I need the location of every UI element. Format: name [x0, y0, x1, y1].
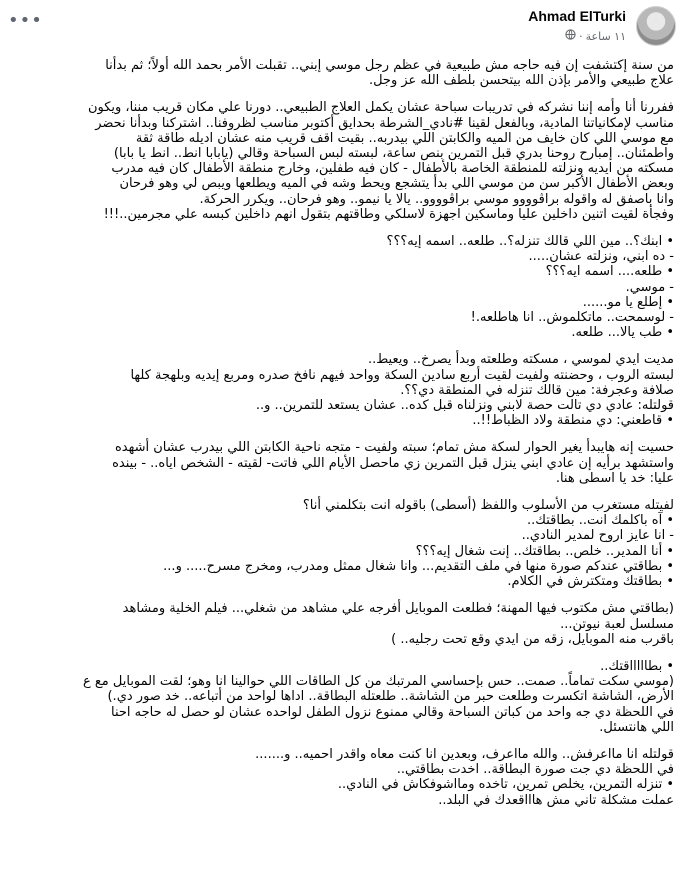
globe-icon [565, 29, 576, 43]
paragraph-gap [14, 589, 674, 601]
post-text-line: مديت ايدي لموسي ، مسكته وطلعته وبدأ يصرخ.. ويعيط.. [367, 352, 674, 368]
post-text-line: • أنا المدير.. خلص.. بطاقتك.. إنت شغال إيه؟؟؟ [415, 543, 674, 559]
post-meta [565, 29, 626, 43]
post-text-line: قولتله: عادي دي تالت حصة لابني ونزلناه قبل كده.. عشان يستعد للتمرين.. و.. [255, 398, 674, 414]
post-text-line: باقرب منه الموبايل، زقه من ايدي وقع تحت رجليه.. ) [391, 631, 674, 647]
post-header [0, 0, 686, 56]
post-time[interactable]: ١١ ساعة [585, 29, 626, 43]
post-text-line: عليا: خد يا اسطى هنا. [555, 470, 674, 486]
post-text-line: - ده ابني، ونزلته عشان..... [528, 249, 674, 265]
paragraph-gap [14, 735, 674, 747]
post-text-line: في اللحظة دي جت صورة البطاقة.. اخدت بطاقتي.. [396, 762, 674, 778]
post-text-line: • آه باكلمك انت.. بطاقتك.. [526, 513, 674, 529]
post-text-line: لبسته الروب ، وحضنته ولفيت لقيت أربع سادين السكة وواحد فيهم نافخ صدره ومربع إيديه وبلهجة كلها [130, 367, 674, 383]
post-text-line: • ابنك؟.. مين اللي قالك تنزله؟.. طلعه.. اسمه إيه؟؟؟ [386, 234, 674, 250]
post-text-line: اللي هانتسئل. [599, 719, 674, 735]
paragraph-gap [14, 486, 674, 498]
paragraph-gap [14, 222, 674, 234]
meta-separator: · [579, 29, 583, 43]
post-text-line: واطمئنان.. إمبارح روحنا بدري قبل التمرين بنص ساعة، لبسته لبس السباحة وقالي (يابابا انط.. انط يا بابا) [113, 146, 674, 162]
post-text-line: - موسي. [625, 279, 674, 295]
post-text-line: من سنة إكتشفت إن فيه حاجه مش طبيعية في عظم رجل موسي إبني.. تقبلت الأمر بحمد الله أولاً؛ ثم بدأنا [105, 58, 674, 73]
post-text-line: مسلسل لعبة نيوتن... [560, 616, 674, 632]
post-text-line: • تنزله التمرين، يخلص تمرين، تاخده ومااشوفكاش في النادي.. [337, 777, 674, 793]
post-text-line: • قاطعني: دي منطقة ولاد الظباط!!.. [472, 413, 674, 429]
post-text-line: صلافة وعجرفة: مين قالك تنزله في المنطقة دي؟؟. [400, 382, 674, 398]
post-text-line: علاج طبيعي والأمر بإذن الله بيتحسن بلطف الله عز وجل. [368, 73, 674, 89]
post-text-line: وبعض الأطفال الأكبر سن من موسي اللي بدأ يتشجع ويحط وشه في الميه ويطلعها ويبص لي وهو فرحان [119, 176, 674, 192]
post-text-line: (موسي سكت تماماً.. صمت.. حس بإحساسي المرتبك من كل الطاقات اللي حوالينا انا وهو؛ لقت الموبايل مع ع [82, 674, 674, 690]
author-name[interactable]: Ahmad ElTurki [528, 8, 626, 24]
post-body [14, 58, 674, 808]
paragraph-gap [14, 340, 674, 352]
post-text-line: • إطلع يا مو...... [582, 294, 674, 310]
post-text-line: - لوسمحت.. ماتكلموش.. انا هاطلعه.! [470, 310, 674, 326]
post-text-line: • بطاقتي عندكم صورة منها في ملف التقديم... وانا شغال ممثل ومدرب، ومخرج مسرح..... و... [163, 558, 674, 574]
post-text-line: مناسب لإمكانياتنا المادية، وبالفعل لقينا #نادي_الشرطة بحدايق أكتوبر مناسب لظروفنا.. اشتركنا وبدأنا نحضر [95, 115, 674, 131]
paragraph-gap [14, 428, 674, 440]
paragraph-gap [14, 88, 674, 100]
post-text-line: وانا باصفق له واقوله براڤوووو موسي براڤوووو.. يالا يا نيمو.. وهو فرحان.. ويكرر الحركة. [199, 191, 674, 207]
author-avatar[interactable] [636, 6, 676, 46]
post-text-line: قولتله انا مااعرفش.. والله مااعرف، وبعدين انا كنت معاه واقدر احميه.. و....... [255, 746, 674, 762]
post-text-line: (بطاقتي مش مكتوب فيها المهنة؛ فطلعت الموبايل أفرجه علي مشاهد من شغلي... فيلم الخلية ومشاهد [122, 601, 674, 617]
post-text-line: • بطاقتك ومتكترش في الكلام. [507, 574, 674, 590]
post-text-line: مع موسي اللي كان خايف من الميه والكابتن اللي بيدربه.. بقيت اقف قريب منه عشان اديله طاقة ثقة [135, 130, 674, 146]
post-text-line: - انا عايز اروح لمدير النادي.. [521, 528, 674, 544]
paragraph-gap [14, 647, 674, 659]
post-text-line: • بطاااااقتك.. [600, 658, 674, 674]
post-text-line: حسيت إنه هايبدأ يغير الحوار لسكة مش تمام؛ سبته ولفيت - متجه ناحية الكابتن اللي بيدرب عشان أشهده [114, 440, 674, 456]
post-text-line: • طلعه.... اسمه ايه؟؟؟ [545, 264, 674, 280]
post-text-line: • طب يالا... طلعه. [571, 325, 674, 341]
post-text-line: ففررنا أنا وأمه إننا نشركه في تدريبات سباحة عشان يكمل العلاج الطبيعي.. دورنا علي مكان قريب مننا، ويكون [87, 100, 674, 116]
post-text-line: عملت مشكلة تاني مش هاااقعدك في البلد.. [438, 792, 674, 808]
post-text-line: واستشهد برأيه إن عادي ابني ينزل قبل التمرين زي ماحصل الأيام اللي فاتت- لقيته - الشخص اياه.. - بينده [112, 455, 674, 471]
post-text-line: الأرض، الشاشة اتكسرت وطلعت حبر من الشاشة.. طلعتله البطاقة.. اداها لواحد من أتباعه.. خد صور دي.) [107, 689, 674, 705]
post-text-line: لفيتله مستغرب من الأسلوب واللفظ (أسطى) باقوله انت بتكلمني أنا؟ [302, 498, 674, 514]
post-text-line: مسكته من ايديه ونزلته للمنطقة الخاصة بالأطفال - كان فيه طفلين، وخارج منطقة الأطفال كان فيه مدرب [111, 161, 674, 177]
post-text-line: في اللحظة دي جه واحد من كباتن السباحة وقالي ممنوع نزول الطفل لواحده عشان لو حصل له حاجه احنا [111, 704, 674, 720]
more-options-icon[interactable]: ••• [8, 10, 43, 31]
post-text-line: وفجأة لقيت اتنين داخلين عليا وماسكين اجهزة لاسلكي وطاقتهم بتقول انهم داخلين كبسه علي مجرمين..!!! [103, 206, 674, 222]
